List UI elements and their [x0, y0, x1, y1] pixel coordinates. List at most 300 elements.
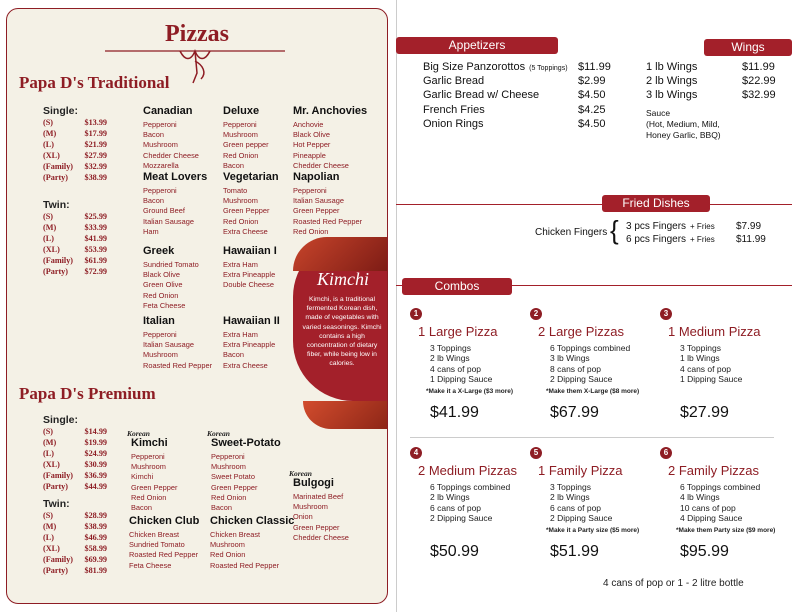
topping: Green Pepper — [293, 206, 340, 216]
wings-price: $11.99 — [742, 61, 775, 73]
topping: Pepperoni — [223, 120, 257, 129]
pizza-name: Kimchi — [131, 437, 168, 449]
wings-price: $22.99 — [742, 75, 776, 87]
combos-row-divider — [410, 437, 774, 438]
topping: Sweet Potato — [211, 472, 255, 482]
topping: Pepperoni — [293, 186, 327, 195]
topping: Pepperoni — [143, 186, 177, 195]
combo-line: 2 lb Wings — [550, 492, 590, 503]
size-price: $21.99 — [84, 139, 107, 149]
wings-name: 1 lb Wings — [646, 61, 698, 73]
price-row — [43, 212, 107, 223]
size-price: $17.99 — [84, 128, 107, 138]
kimchi-promo — [293, 237, 388, 401]
combo-price: $95.99 — [680, 543, 729, 560]
pizza-card — [293, 105, 367, 171]
pizza-name: Italian — [143, 315, 175, 327]
combo-details — [430, 482, 510, 523]
combo-details — [550, 343, 630, 384]
pizza-name: Mr. Anchovies — [293, 105, 368, 117]
fried-option-extra: + Fries — [690, 222, 715, 231]
korean-tag: Korean — [127, 429, 150, 438]
price-row — [43, 245, 107, 256]
fried-option — [626, 234, 715, 245]
topping: Hot Pepper — [293, 140, 331, 150]
price-row — [43, 256, 107, 267]
size-label: (M) — [43, 521, 57, 531]
wings-name: 3 lb Wings — [646, 89, 698, 101]
wings-price: $32.99 — [742, 89, 776, 101]
combo-details — [430, 343, 492, 384]
combo-title: 1 Large Pizza — [418, 324, 498, 339]
topping: Italian Sausage — [143, 216, 194, 226]
price-row — [43, 438, 107, 449]
topping: Sundried Tomato — [143, 260, 199, 269]
appetizer-price: $4.50 — [578, 117, 606, 130]
size-label: (Party) — [43, 565, 69, 575]
pizza-toppings — [143, 330, 212, 371]
combo-line: 6 Toppings combined — [430, 482, 511, 492]
premium-pizza-card — [210, 515, 294, 571]
topping: Chedder Cheese — [293, 532, 349, 542]
topping: Green Pepper — [131, 482, 178, 492]
topping: Mushroom — [223, 196, 258, 206]
pizza-toppings — [143, 186, 207, 237]
price-row — [43, 267, 107, 278]
pizza-toppings — [293, 492, 349, 543]
pizza-card — [223, 245, 277, 291]
pizza-toppings — [223, 330, 280, 371]
single-prices — [43, 118, 107, 183]
price-row — [43, 555, 107, 566]
combo-number: 6 — [660, 447, 672, 459]
size-price: $30.99 — [84, 459, 107, 469]
size-price: $32.99 — [84, 161, 107, 171]
combos-footer: 4 cans of pop or 1 - 2 litre bottle — [603, 578, 744, 589]
traditional-heading: Papa D's Traditional — [19, 73, 170, 92]
size-label: (S) — [43, 427, 54, 436]
pizza-name: Bulgogi — [293, 477, 334, 489]
size-label: (Family) — [43, 470, 74, 480]
fried-option — [626, 221, 715, 232]
topping: Chedder Cheese — [293, 160, 349, 170]
appetizer-label: Onion Rings — [423, 117, 484, 130]
pizza-toppings — [293, 120, 367, 171]
appetizer-price: $2.99 — [578, 75, 606, 88]
price-row — [43, 533, 107, 544]
appetizer-name — [423, 61, 568, 73]
size-label: (Family) — [43, 255, 74, 265]
wings-banner: Wings — [704, 39, 792, 56]
topping: Double Cheese — [223, 280, 274, 290]
topping: Italian Sausage — [293, 196, 344, 206]
pizza-toppings — [143, 260, 199, 311]
size-price: $41.99 — [84, 233, 107, 243]
pizza-card — [223, 171, 279, 237]
combo-upgrade-note: *Make it a X-Large ($3 more) — [426, 388, 514, 395]
combo-line: 1 lb Wings — [680, 353, 720, 364]
pizza-card — [143, 105, 199, 171]
size-price: $38.99 — [84, 172, 107, 182]
pizza-name: Meat Lovers — [143, 171, 208, 183]
combo-line: 6 Toppings combined — [550, 343, 631, 353]
pizza-name: Deluxe — [223, 105, 260, 117]
pizza-name: Napolian — [293, 171, 340, 183]
price-row — [43, 427, 107, 438]
pizza-toppings — [293, 186, 362, 237]
size-label: (M) — [43, 128, 57, 138]
price-row — [43, 223, 107, 234]
size-label: (L) — [43, 139, 54, 149]
pizza-toppings — [131, 452, 177, 513]
topping: Pepperoni — [143, 120, 177, 129]
price-row — [43, 162, 107, 173]
size-price: $61.99 — [84, 255, 107, 265]
topping: Pepperoni — [211, 452, 245, 461]
premium-pizza-card — [289, 469, 349, 543]
price-row — [43, 234, 107, 245]
topping: Mushroom — [223, 130, 258, 140]
size-price: $69.99 — [84, 554, 107, 564]
topping: Extra Pineapple — [223, 340, 276, 350]
price-row — [43, 511, 107, 522]
topping: Bacon — [211, 503, 232, 513]
price-row — [43, 522, 107, 533]
page-divider — [396, 0, 397, 612]
premium-single-prices — [43, 427, 107, 492]
single-label: Single: — [43, 105, 79, 117]
size-price: $33.99 — [84, 222, 107, 232]
pizza-name: Hawaiian I — [223, 245, 277, 257]
premium-pizza-card — [127, 429, 178, 513]
size-label: (Party) — [43, 481, 69, 491]
appetizers-banner: Appetizers — [396, 37, 558, 54]
topping: Green Pepper — [293, 522, 340, 532]
pizza-name: Vegetarian — [223, 171, 279, 183]
topping: Marinated Beef — [293, 492, 344, 501]
pizza-toppings — [129, 530, 199, 571]
topping: Chicken Breast — [210, 530, 261, 539]
pizza-toppings — [211, 452, 281, 513]
page-title: Pizzas — [165, 21, 229, 47]
topping: Green Pepper — [223, 206, 270, 216]
price-row — [43, 449, 107, 460]
topping: Kimchi — [131, 472, 154, 482]
fried-dishes-banner: Fried Dishes — [602, 195, 710, 212]
topping: Pepperoni — [143, 330, 177, 339]
pizza-toppings — [210, 530, 294, 571]
topping: Sundried Tomato — [129, 540, 185, 550]
size-price: $81.99 — [84, 565, 107, 575]
combo-number: 4 — [410, 447, 422, 459]
combo-line: 4 lb Wings — [680, 492, 720, 503]
combo-price: $27.99 — [680, 404, 729, 421]
topping: Mozzarella — [143, 160, 179, 170]
korean-tag: Korean — [289, 469, 312, 478]
pizza-toppings — [223, 120, 269, 171]
combo-title: 1 Family Pizza — [538, 463, 623, 478]
size-label: (L) — [43, 532, 54, 542]
topping: Tomato — [223, 186, 248, 195]
combo-number: 1 — [410, 308, 422, 320]
combo-line: 2 Dipping Sauce — [550, 373, 613, 384]
topping: Mushroom — [131, 462, 166, 472]
combo-price: $51.99 — [550, 543, 599, 560]
fried-option-label: 3 pcs Fingers — [626, 221, 687, 232]
combo-title: 1 Medium Pizza — [668, 324, 761, 339]
appetizer-label: Big Size Panzorottos — [423, 61, 526, 73]
combo-title: 2 Family Pizzas — [668, 463, 760, 478]
topping: Bacon — [131, 503, 152, 513]
combo-line: 2 Dipping Sauce — [430, 512, 493, 523]
topping: Italian Sausage — [143, 340, 194, 350]
topping: Extra Pineapple — [223, 270, 276, 280]
price-row — [43, 566, 107, 577]
premium-twin-prices — [43, 511, 107, 576]
combo-line: 4 cans of pop — [680, 363, 732, 374]
fried-option-label: 6 pcs Fingers — [626, 234, 687, 245]
combo-details — [680, 343, 742, 384]
appetizer-name — [423, 104, 485, 116]
combo-line: 3 lb Wings — [550, 353, 590, 364]
combo-details — [680, 482, 760, 523]
price-row — [43, 482, 107, 493]
size-price: $14.99 — [84, 427, 107, 436]
topping: Ham — [143, 226, 159, 236]
combo-line: 6 cans of pop — [550, 502, 602, 513]
size-label: (S) — [43, 212, 54, 221]
topping: Extra Cheese — [223, 360, 268, 370]
topping: Red Onion — [223, 150, 259, 160]
pizza-name: Chicken Classic — [210, 515, 295, 527]
pizza-toppings — [223, 260, 277, 291]
fried-option-extra: + Fries — [690, 235, 715, 244]
wings-name: 2 lb Wings — [646, 75, 698, 87]
combo-details — [550, 482, 612, 523]
combo-number: 3 — [660, 308, 672, 320]
combo-line: 2 lb Wings — [430, 492, 470, 503]
size-label: (S) — [43, 511, 54, 520]
pizza-name: Greek — [143, 245, 175, 257]
brace-icon: { — [610, 215, 619, 245]
pizza-card — [223, 315, 280, 371]
topping: Bacon — [223, 350, 244, 360]
topping: Ground Beef — [143, 206, 185, 216]
kimchi-image-top — [293, 237, 388, 271]
sauce-options: (Hot, Medium, Mild, Honey Garlic, BBQ) — [646, 119, 721, 140]
combo-line: 8 cans of pop — [550, 363, 602, 374]
appetizer-price: $4.50 — [578, 89, 606, 102]
topping: Roasted Red Pepper — [210, 560, 280, 570]
price-row — [43, 118, 107, 129]
topping: Pepperoni — [131, 452, 165, 461]
size-label: (Family) — [43, 554, 74, 564]
topping: Roasted Red Pepper — [293, 216, 363, 226]
combo-price: $50.99 — [430, 543, 479, 560]
combo-line: 4 cans of pop — [430, 363, 482, 374]
combos-banner: Combos — [402, 278, 512, 295]
fried-rule — [396, 204, 792, 205]
combo-number: 5 — [530, 447, 542, 459]
pizza-card — [143, 245, 199, 311]
topping: Onion — [293, 512, 313, 522]
topping: Feta Cheese — [129, 560, 172, 570]
topping: Chicken Breast — [129, 530, 180, 539]
topping: Mushroom — [210, 540, 245, 550]
size-price: $25.99 — [84, 212, 107, 221]
combo-line: 1 Dipping Sauce — [680, 373, 743, 384]
size-price: $27.99 — [84, 150, 107, 160]
combo-line: 10 cans of pop — [680, 502, 736, 513]
pizza-name: Sweet-Potato — [211, 437, 281, 449]
combo-upgrade-note: *Make them X-Large ($8 more) — [546, 388, 640, 395]
size-price: $46.99 — [84, 532, 107, 542]
topping: Red Onion — [223, 216, 259, 226]
topping: Red Onion — [143, 290, 179, 300]
topping: Feta Cheese — [143, 300, 186, 310]
combo-line: 2 Dipping Sauce — [550, 512, 613, 523]
chicken-fingers-label: Chicken Fingers — [535, 227, 608, 238]
pizza-card — [223, 105, 269, 171]
topping: Roasted Red Pepper — [129, 550, 199, 560]
premium-heading: Papa D's Premium — [19, 384, 156, 403]
appetizer-name — [423, 75, 484, 87]
pizza-card — [293, 171, 362, 237]
premium-pizza-card — [207, 429, 281, 513]
pizza-card — [143, 171, 207, 237]
topping: Extra Cheese — [223, 226, 268, 236]
price-row — [43, 460, 107, 471]
price-row — [43, 129, 107, 140]
size-label: (L) — [43, 448, 54, 458]
appetizer-price: $4.25 — [578, 103, 606, 116]
topping: Extra Ham — [223, 330, 258, 339]
topping: Green Pepper — [211, 482, 258, 492]
topping: Roasted Red Pepper — [143, 360, 213, 370]
size-label: (Party) — [43, 266, 69, 276]
topping: Black Olive — [143, 270, 180, 280]
combo-price: $67.99 — [550, 404, 599, 421]
pizza-name: Hawaiian II — [223, 315, 280, 327]
size-label: (S) — [43, 118, 54, 127]
price-row — [43, 140, 107, 151]
size-price: $28.99 — [84, 511, 107, 520]
size-label: (Party) — [43, 172, 69, 182]
fried-option-price: $11.99 — [736, 234, 766, 245]
size-label: (M) — [43, 437, 57, 447]
combo-upgrade-note: *Make it a Party size ($5 more) — [546, 527, 640, 534]
topping: Mushroom — [143, 140, 178, 150]
size-price: $44.99 — [84, 481, 107, 491]
size-label: (XL) — [43, 543, 60, 553]
combo-upgrade-note: *Make them Party size ($9 more) — [676, 527, 776, 534]
appetizer-name — [423, 118, 484, 130]
kimchi-promo-title: Kimchi — [317, 269, 369, 289]
korean-tag: Korean — [207, 429, 230, 438]
combo-line: 1 Dipping Sauce — [430, 373, 493, 384]
sauce-label: Sauce — [646, 108, 671, 118]
appetizer-label: French Fries — [423, 103, 485, 116]
kimchi-promo-text: Kimchi, is a traditional fermented Korean dish, made of vegetables with varied seasonings. Kimchi contains a high concentration of dietary fiber, while being low in calories. — [302, 296, 382, 368]
pizza-name: Canadian — [143, 105, 193, 117]
kimchi-image-bottom — [303, 401, 388, 429]
appetizer-name — [423, 89, 539, 101]
topping: Red Onion — [131, 492, 167, 502]
appetizer-label: Garlic Bread w/ Cheese — [423, 89, 540, 102]
size-price: $38.99 — [84, 521, 107, 531]
size-label: (XL) — [43, 150, 60, 160]
combo-line: 3 Toppings — [550, 482, 591, 492]
size-price: $13.99 — [84, 118, 107, 127]
premium-pizza-card — [129, 515, 199, 571]
size-price: $72.99 — [84, 266, 107, 276]
topping: Red Onion — [293, 226, 329, 236]
size-price: $24.99 — [84, 448, 107, 458]
pizza-toppings — [223, 186, 279, 237]
combo-number: 2 — [530, 308, 542, 320]
pizza-card — [143, 315, 212, 371]
size-label: (M) — [43, 222, 57, 232]
pizza-toppings — [143, 120, 199, 171]
premium-single-label: Single: — [43, 414, 79, 426]
topping: Mushroom — [143, 350, 178, 360]
size-label: (Family) — [43, 161, 74, 171]
appetizer-label: Garlic Bread — [423, 75, 485, 88]
size-price: $36.99 — [84, 470, 107, 480]
size-label: (L) — [43, 233, 54, 243]
combo-line: 4 Dipping Sauce — [680, 512, 743, 523]
pizza-menu-panel — [6, 8, 388, 604]
appetizer-price: $11.99 — [578, 61, 611, 73]
combo-price: $41.99 — [430, 404, 479, 421]
combo-line: 2 lb Wings — [430, 353, 470, 364]
topping: Bacon — [143, 196, 164, 206]
size-label: (XL) — [43, 244, 60, 254]
topping: Bacon — [223, 160, 244, 170]
topping: Chedder Cheese — [143, 150, 199, 160]
size-price: $53.99 — [84, 244, 107, 254]
appetizer-note: (5 Toppings) — [529, 65, 568, 72]
topping: Anchovie — [293, 120, 324, 129]
topping: Green Olive — [143, 280, 183, 290]
size-price: $19.99 — [84, 437, 107, 447]
combo-title: 2 Large Pizzas — [538, 324, 624, 339]
twin-label: Twin: — [43, 199, 70, 211]
topping: Mushroom — [211, 462, 246, 472]
topping: Pineapple — [293, 150, 326, 160]
combo-line: 6 Toppings combined — [680, 482, 761, 492]
size-price: $58.99 — [84, 543, 107, 553]
topping: Red Onion — [211, 492, 247, 502]
topping: Red Onion — [210, 550, 246, 560]
topping: Bacon — [143, 130, 164, 140]
topping: Extra Ham — [223, 260, 258, 269]
topping: Black Olive — [293, 130, 330, 140]
price-row — [43, 151, 107, 162]
topping: Green pepper — [223, 140, 269, 150]
topping: Mushroom — [293, 502, 328, 512]
twin-prices — [43, 212, 107, 277]
combo-line: 6 cans of pop — [430, 502, 482, 513]
pizza-name: Chicken Club — [129, 515, 200, 527]
price-row — [43, 173, 107, 184]
price-row — [43, 471, 107, 482]
combo-line: 3 Toppings — [430, 343, 471, 353]
combo-title: 2 Medium Pizzas — [418, 463, 517, 478]
premium-twin-label: Twin: — [43, 498, 70, 510]
size-label: (XL) — [43, 459, 60, 469]
combo-line: 3 Toppings — [680, 343, 721, 353]
